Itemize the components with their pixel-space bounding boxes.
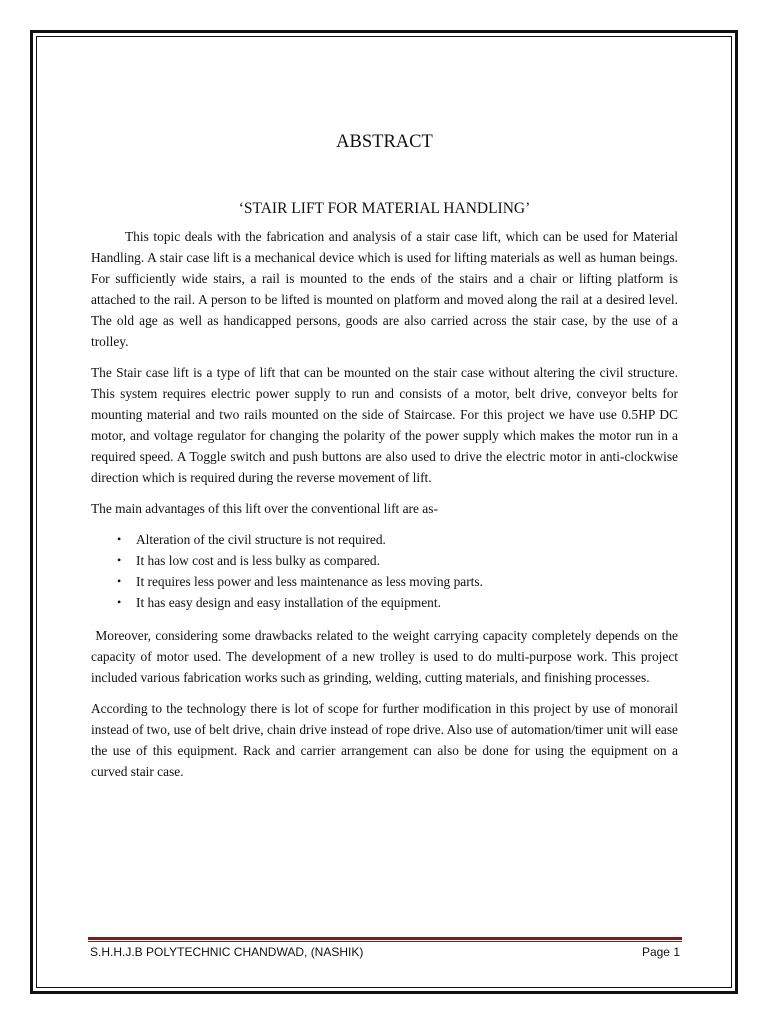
list-item: • It has easy design and easy installation of the equipment. xyxy=(136,592,678,613)
list-item: • It has low cost and is less bulky as compared. xyxy=(136,550,678,571)
footer-institution: S.H.H.J.B POLYTECHNIC CHANDWAD, (NASHIK) xyxy=(90,945,364,959)
bullet-icon: • xyxy=(117,595,122,609)
list-item: • Alteration of the civil structure is not required. xyxy=(136,529,678,550)
document-subtitle: ‘STAIR LIFT FOR MATERIAL HANDLING’ xyxy=(238,200,531,217)
paragraph-future-scope: According to the technology there is lot of scope for further modification in this project by use of monorail instead of two, use of belt drive, chain drive instead of rope drive. Also use of automation/timer unit will ease the use of this equipment. Rack and carrier arrangement can also be done for using the equipment on a curved stair case. xyxy=(91,701,678,779)
paragraph-advantages-lead: The main advantages of this lift over the conventional lift are as- xyxy=(91,501,438,516)
footer-rule xyxy=(88,937,682,940)
document-body xyxy=(91,130,682,792)
page-title: ABSTRACT xyxy=(336,132,433,152)
list-item: • It requires less power and less maintenance as less moving parts. xyxy=(136,571,678,592)
bullet-icon: • xyxy=(117,574,122,588)
bullet-icon: • xyxy=(117,532,122,546)
page-number: Page 1 xyxy=(641,945,680,959)
paragraph-description: The Stair case lift is a type of lift that can be mounted on the stair case without altering the civil structure. This system requires electric power supply to run and consists of a motor, belt drive, conveyor belts for mounting material and two rails mounted on the side of Staircase. For this project we have use 0.5HP DC motor, and voltage regulator for changing the polarity of the power supply which makes the motor run in a required speed. A Toggle switch and push buttons are also used to drive the electric motor in anti-clockwise direction which is required during the reverse movement of lift. xyxy=(91,365,678,485)
paragraph-drawbacks: Moreover, considering some drawbacks related to the weight carrying capacity completely depends on the capacity of motor used. The development of a new trolley is used to do multi-purpose work. This project included various fabrication works such as grinding, welding, cutting materials, and finishing processes. xyxy=(91,628,682,685)
paragraph-intro: This topic deals with the fabrication and analysis of a stair case lift, which can be used for Material Handling. A stair case lift is a mechanical device which is used for lifting materials as well as human beings. For sufficiently wide stairs, a rail is mounted to the ends of the stairs and a chair or lifting platform is attached to the rail. A person to be lifted is mounted on platform and moved along the rail at a desired level. The old age as well as handicapped persons, goods are also carried across the stair case, by the use of a trolley. xyxy=(91,229,678,349)
bullet-icon: • xyxy=(117,553,122,567)
advantages-list xyxy=(91,529,678,613)
footer-rule-thin xyxy=(88,941,682,942)
page-footer xyxy=(90,944,680,960)
